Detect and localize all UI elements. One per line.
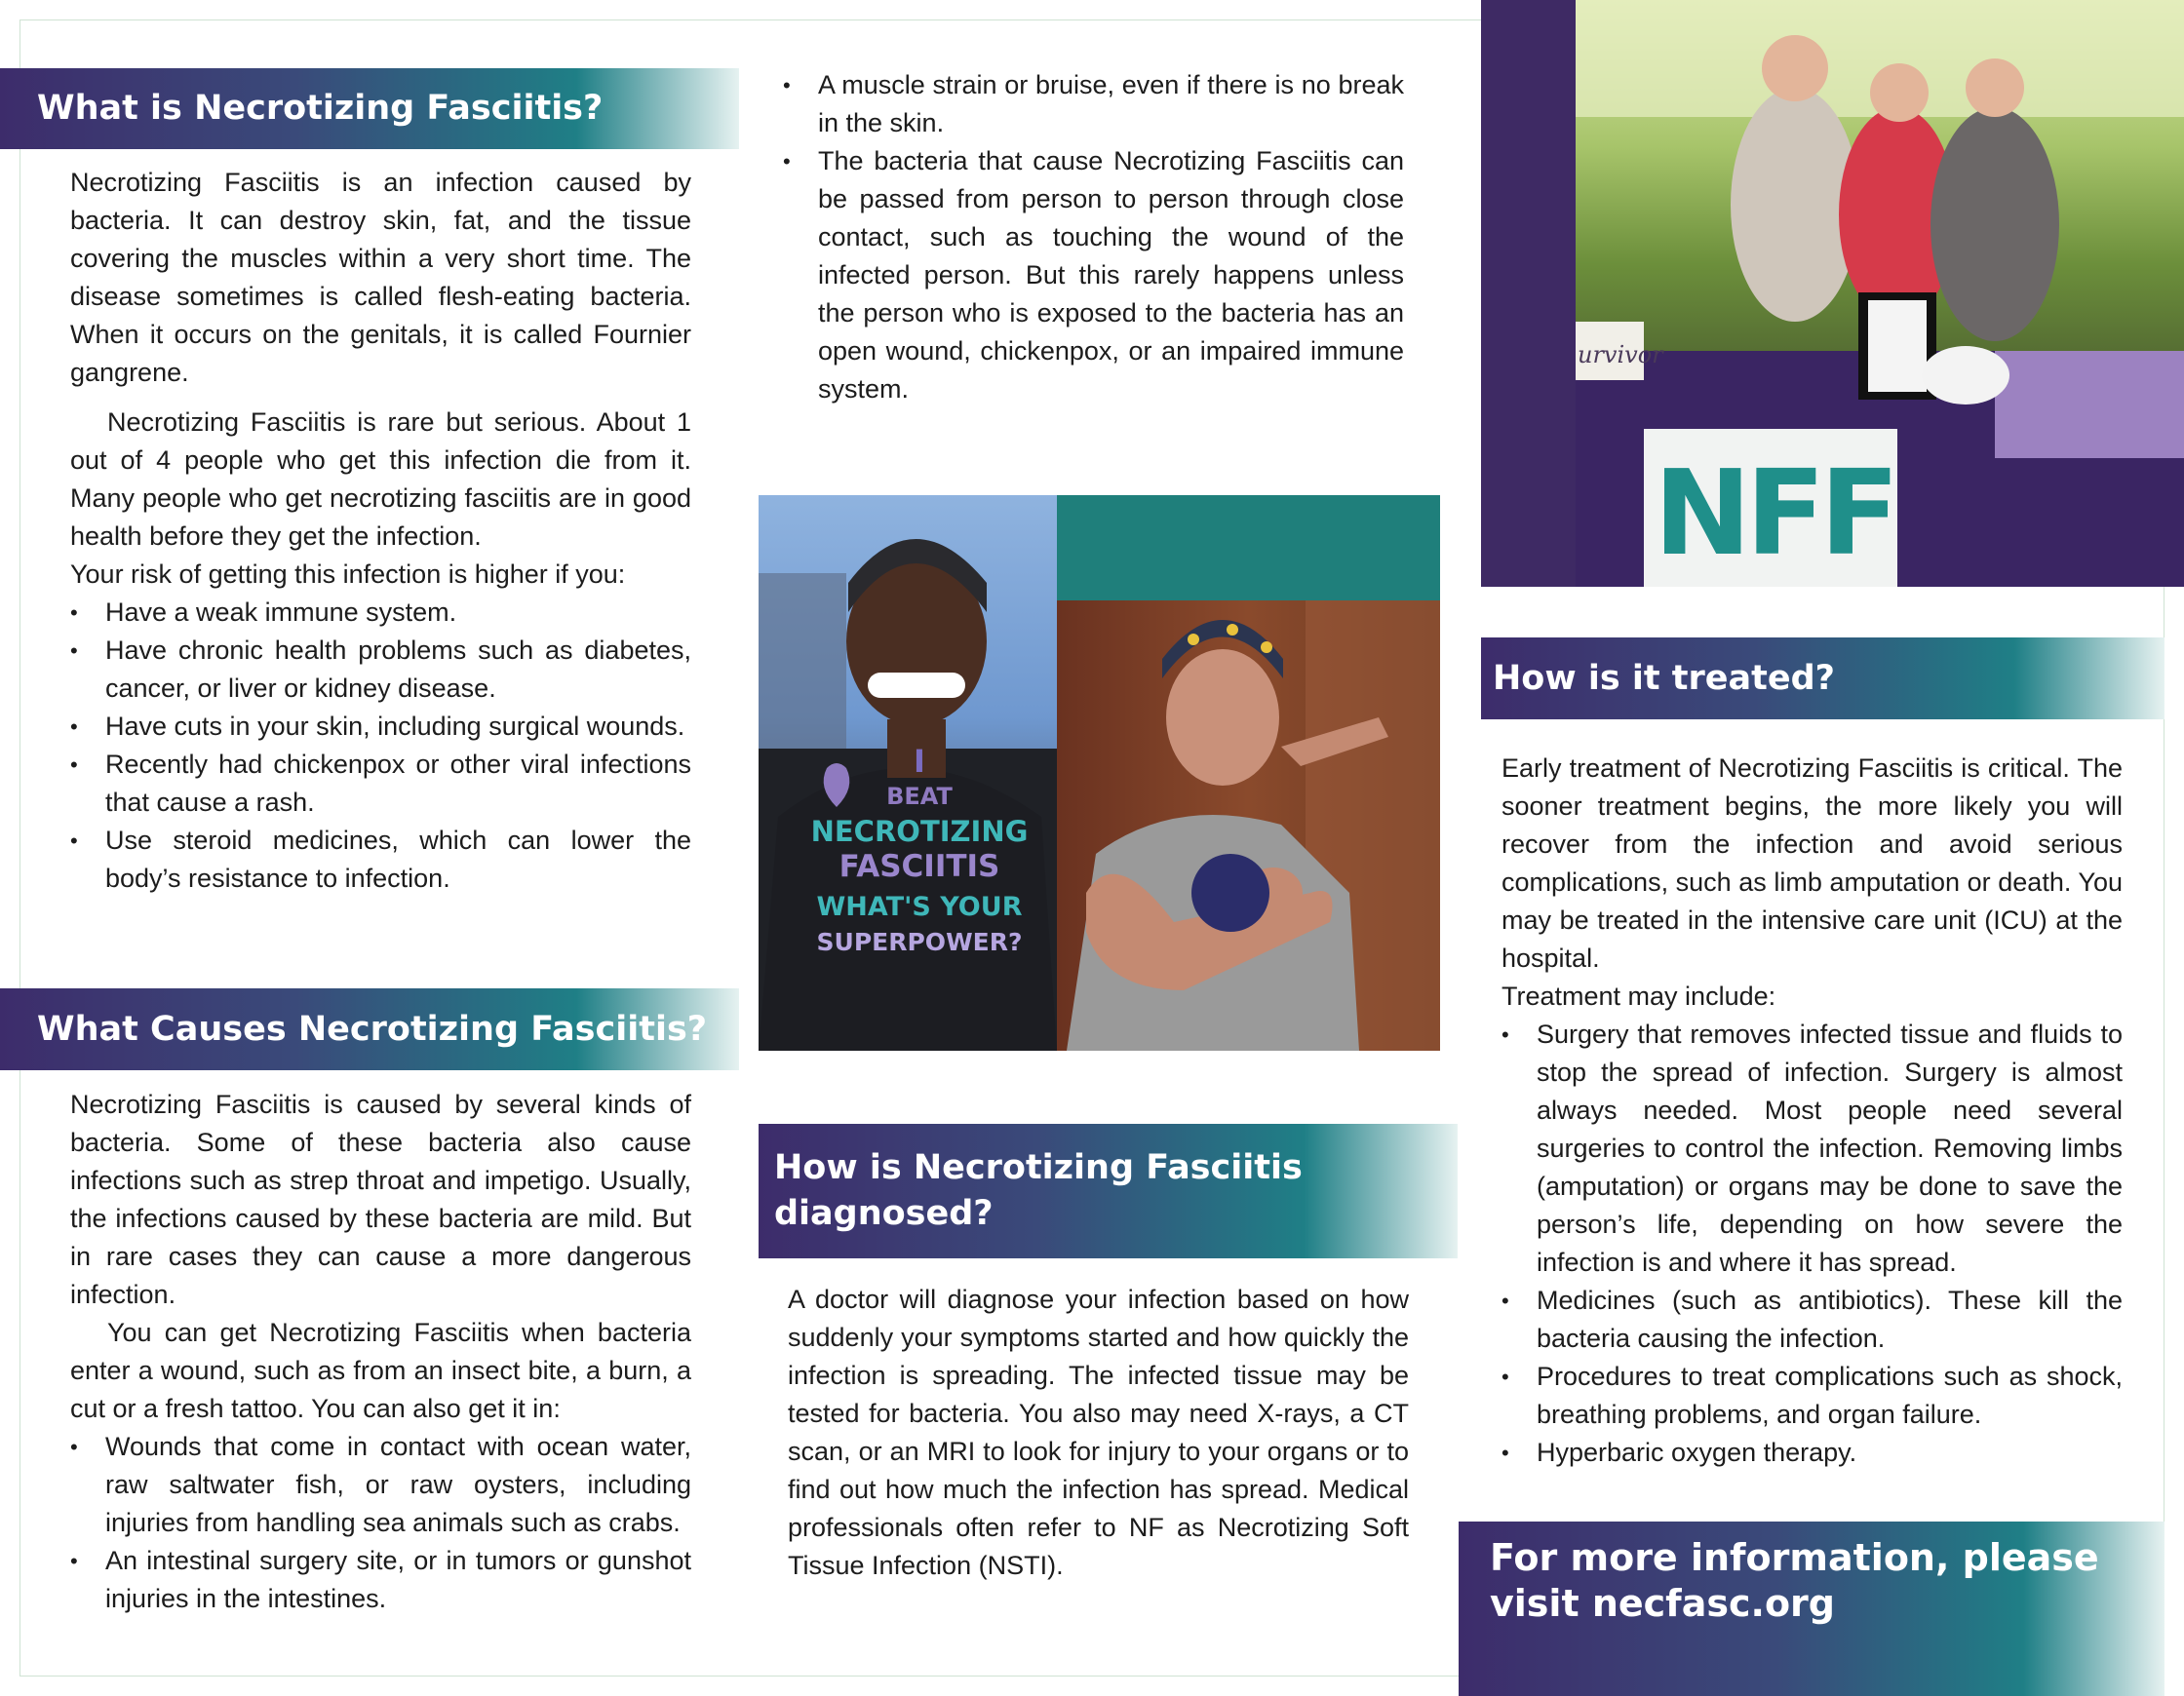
diagnosed-body	[788, 1281, 1409, 1585]
list-item: • Procedures to treat complications such as shock, breathing problems, and organ failure.	[1502, 1358, 2123, 1434]
list-item: • Wounds that come in contact with ocean water, raw saltwater fish, or raw oysters, including injuries from handling sea animals such as crabs.	[70, 1428, 691, 1542]
teal-block	[1057, 495, 1440, 600]
section-header-treated	[1481, 637, 2164, 719]
section-header-causes	[0, 988, 739, 1070]
section-title: How is Necrotizing Fasciitis diagnosed?	[774, 1148, 1303, 1233]
paragraph: Necrotizing Fasciitis is an infection caused by bacteria. It can destroy skin, fat, and the tissue covering the muscles within a very short time. The disease sometimes is called flesh-eating bacteria. When it occurs on the genitals, it is called Fournier gangrene.	[70, 168, 691, 387]
treated-body	[1502, 750, 2123, 1472]
purple-sidebar-bar	[1481, 0, 1576, 587]
paragraph: Necrotizing Fasciitis is caused by several kinds of bacteria. Some of these bacteria also cause infections such as strep throat and impetigo. Usually, the infections caused by these bacteria are mild. But in rare cases they can cause a more dangerous infection.	[70, 1090, 691, 1309]
shirt-text: I BEAT NECROTIZING FASCIITIS WHAT'S YOUR SUPERPOWER?	[810, 743, 1029, 956]
what-is-body	[70, 164, 691, 898]
causes-list	[70, 1428, 691, 1618]
paragraph: A doctor will diagnose your infection based on how suddenly your symptoms started and how quickly the infection is spreading. The infected tissue may be tested for bacteria. You also may need X-rays, a CT scan, or an MRI to look for injury to your organs or to find out how much the infection has spread. Medical professionals often refer to NF as Necrotizing Soft Tissue Infection (NSTI).	[788, 1285, 1409, 1580]
paragraph: Early treatment of Necrotizing Fasciitis is critical. The sooner treatment begins, the more likely you will recover from the infection and avoid serious complications, such as limb amputation or death. You may be treated in the intensive care unit (ICU) at the hospital.	[1502, 753, 2123, 973]
list-item: • The bacteria that cause Necrotizing Fasciitis can be passed from person to person through close contact, such as touching the wound of the infected person. But this rarely happens unless the person who is exposed to the bacteria has an open wound, chickenpox, or an impaired immune system.	[783, 142, 1404, 408]
list-item: • Have a weak immune system.	[70, 594, 691, 632]
section-header-diagnosed	[759, 1124, 1458, 1258]
treatment-list	[1502, 1016, 2123, 1472]
list-item: • Have chronic health problems such as diabetes, cancer, or liver or kidney disease.	[70, 632, 691, 708]
booth-logo: NFF	[1654, 446, 1894, 582]
list-item: • Surgery that removes infected tissue and fluids to stop the spread of infection. Surgery is almost always needed. Most people need several surgeries to control the infection. Removing limbs (amputation) or organs may be done to save the person’s life, depending on how severe the infection is and where it has spread.	[1502, 1016, 2123, 1282]
booth-photo	[1576, 0, 2184, 587]
middle-top-body	[783, 66, 1404, 408]
paragraph: Treatment may include:	[1502, 982, 1776, 1011]
section-title: How is it treated?	[1493, 658, 1835, 698]
more-info-text: For more information, please visit necfasc.org	[1490, 1536, 2099, 1625]
list-item: • A muscle strain or bruise, even if there is no break in the skin.	[783, 66, 1404, 142]
survivor-photo-man	[1057, 600, 1440, 1051]
booth-sign: urvivor	[1578, 341, 1663, 368]
section-title: What Causes Necrotizing Fasciitis?	[37, 1009, 708, 1049]
survivor-photo-woman	[759, 495, 1057, 1051]
list-item: • An intestinal surgery site, or in tumors or gunshot injuries in the intestines.	[70, 1542, 691, 1618]
list-item: • Recently had chickenpox or other viral infections that cause a rash.	[70, 746, 691, 822]
paragraph: You can get Necrotizing Fasciitis when bacteria enter a wound, such as from an insect bite, a burn, a cut or a fresh tattoo. You can also get it in:	[70, 1318, 691, 1423]
section-header-what-is	[0, 68, 739, 149]
list-item: • Medicines (such as antibiotics). These kill the bacteria causing the infection.	[1502, 1282, 2123, 1358]
section-title: What is Necrotizing Fasciitis?	[37, 89, 604, 128]
causes-body	[70, 1086, 691, 1618]
list-item: • Use steroid medicines, which can lower the body’s resistance to infection.	[70, 822, 691, 898]
man-illustration	[1057, 600, 1440, 1051]
risk-list	[70, 594, 691, 898]
more-info-banner	[1459, 1522, 2164, 1696]
paragraph: Necrotizing Fasciitis is rare but serious. About 1 out of 4 people who get this infection die from it. Many people who get necrotizing fasciitis are in good health before they get the infection.	[70, 407, 691, 551]
paragraph: Your risk of getting this infection is higher if you:	[70, 559, 626, 589]
list-item: • Have cuts in your skin, including surgical wounds.	[70, 708, 691, 746]
list-item: • Hyperbaric oxygen therapy.	[1502, 1434, 2123, 1472]
causes-list-continued	[783, 66, 1404, 408]
